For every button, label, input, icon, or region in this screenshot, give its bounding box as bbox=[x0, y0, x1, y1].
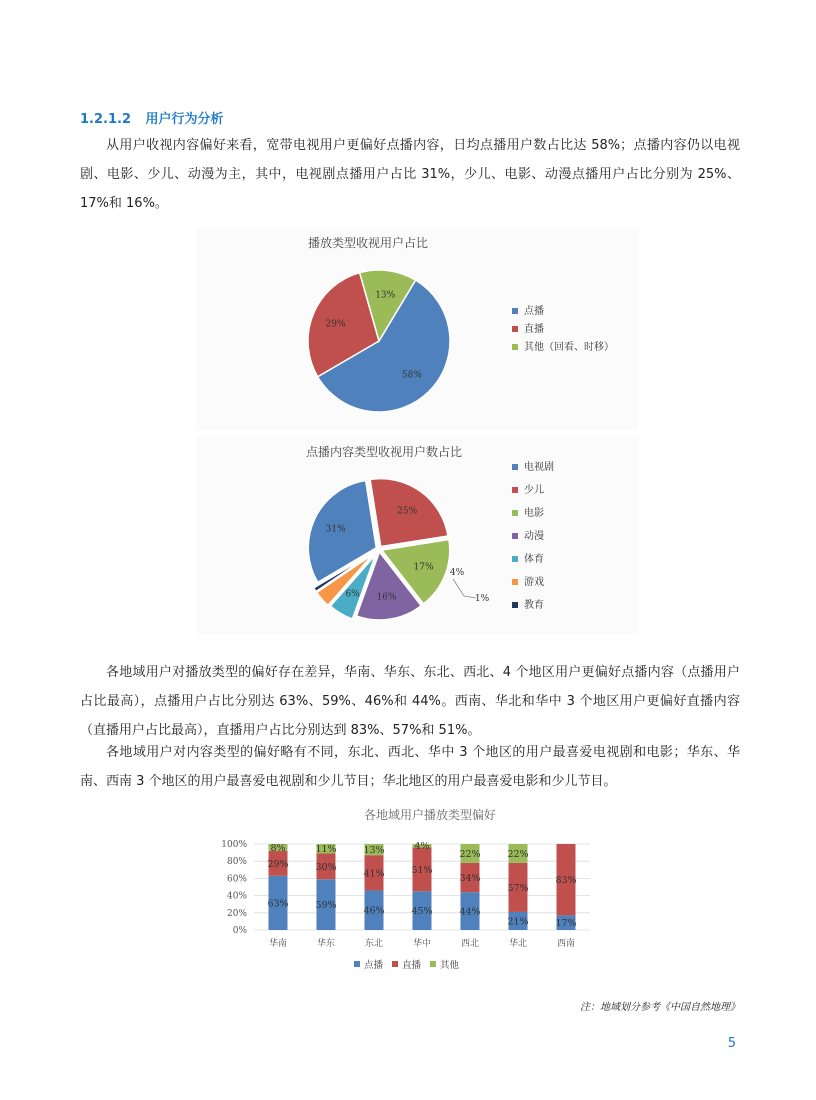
section-number: 1.2.1.2 bbox=[80, 112, 131, 127]
data-label-4: 16% bbox=[376, 592, 397, 603]
data-label-7: 1% bbox=[474, 594, 490, 604]
bar-label-其他-华南: 8% bbox=[270, 842, 286, 854]
y-tick-label-0: 0% bbox=[232, 926, 247, 936]
paragraph-1: 从用户收视内容偏好来看，宽带电视用户更偏好点播内容，日均点播用户数占比达 58%；点播内容仍以电视剧、电影、少儿、动漫为主，其中，电视剧点播用户占比 31%，少儿、电影、动漫点播用户占比分别为 25%、17%和 16%。 bbox=[80, 138, 740, 211]
x-tick-label-1: 华南 bbox=[268, 939, 288, 949]
x-tick-label-4: 华中 bbox=[412, 939, 432, 949]
legend-swatch-1 bbox=[512, 464, 518, 470]
chart-title: 各地域用户播放类型偏好 bbox=[363, 808, 497, 822]
paragraph-3: 各地域用户对内容类型的偏好略有不同，东北、西北、华中 3 个地区的用户最喜爱电视剧和电影；华东、华南、西南 3 个地区的用户最喜爱电视剧和少儿节目；华北地区的用户最喜爱电影和少儿节目。 bbox=[80, 745, 740, 789]
bar-label-点播-华北: 21% bbox=[507, 916, 529, 928]
pie-chart-vod-content bbox=[196, 436, 638, 634]
legend-swatch-2 bbox=[512, 326, 518, 332]
data-label-3: 13% bbox=[375, 290, 396, 301]
y-tick-label-2: 40% bbox=[226, 891, 247, 902]
bar-label-直播-西北: 34% bbox=[459, 873, 481, 885]
section-title: 用户行为分析 bbox=[145, 112, 224, 127]
bar-label-点播-西南: 17% bbox=[555, 918, 577, 930]
data-label-1: 31% bbox=[325, 524, 346, 535]
section-heading bbox=[80, 108, 224, 127]
legend-label-其他: 其他 bbox=[440, 960, 460, 971]
bar-label-其他-东北: 13% bbox=[363, 845, 385, 857]
legend-label-6: 游戏 bbox=[524, 577, 544, 588]
bar-label-直播-华南: 29% bbox=[267, 858, 289, 870]
leader-line-7 bbox=[453, 579, 476, 598]
legend-label-1: 电视剧 bbox=[524, 462, 554, 473]
legend-label-1: 点播 bbox=[524, 306, 544, 317]
bar-label-其他-华北: 22% bbox=[507, 848, 529, 860]
pie-chart-playback-type bbox=[196, 228, 638, 430]
bar-label-点播-华南: 63% bbox=[267, 898, 289, 910]
y-tick-label-4: 80% bbox=[226, 857, 247, 868]
page-number: 5 bbox=[727, 1036, 736, 1051]
stacked-bar-chart-region bbox=[196, 796, 616, 982]
legend-swatch-3 bbox=[512, 510, 518, 516]
footnote: 注：地域划分参考《中国自然地理》 bbox=[580, 1002, 740, 1013]
legend-label-2: 少儿 bbox=[524, 485, 544, 496]
data-label-3: 17% bbox=[413, 562, 434, 573]
chart-title: 点播内容类型收视用户数占比 bbox=[305, 445, 463, 459]
data-label-2: 29% bbox=[325, 319, 346, 330]
paragraph-2: 各地域用户对播放类型的偏好存在差异，华南、华东、东北、西北、4 个地区用户更偏好点播内容（点播用户占比最高），点播用户占比分别达 63%、59%、46%和 44%。西南、华北和华中 3 个地区用户更偏好直播内容（直播用户占比最高），直播用户占比分别达到 83%、57%和 51%。 bbox=[80, 665, 740, 738]
legend-label-4: 动漫 bbox=[524, 531, 544, 542]
bar-label-直播-华中: 51% bbox=[411, 864, 433, 876]
data-label-1: 58% bbox=[401, 370, 422, 381]
legend-swatch-点播 bbox=[354, 961, 360, 967]
x-tick-label-7: 西南 bbox=[556, 939, 576, 949]
x-tick-label-6: 华北 bbox=[508, 939, 528, 949]
legend-label-3: 电影 bbox=[524, 508, 544, 519]
x-tick-label-2: 华东 bbox=[316, 939, 336, 949]
legend-swatch-1 bbox=[512, 308, 518, 314]
chart-title: 播放类型收视用户占比 bbox=[307, 236, 429, 250]
legend-label-7: 教育 bbox=[524, 600, 544, 611]
bar-label-其他-华中: 4% bbox=[414, 841, 430, 853]
bar-label-点播-华东: 59% bbox=[315, 900, 337, 912]
bar-label-直播-西南: 83% bbox=[555, 875, 577, 887]
bar-label-直播-东北: 41% bbox=[363, 868, 385, 880]
data-label-6: 4% bbox=[449, 568, 465, 578]
legend-label-点播: 点播 bbox=[364, 960, 384, 971]
x-tick-label-5: 西北 bbox=[460, 939, 480, 949]
bar-label-点播-西北: 44% bbox=[459, 906, 481, 918]
data-label-2: 25% bbox=[397, 506, 418, 517]
legend-label-5: 体育 bbox=[524, 554, 544, 565]
bar-label-点播-华中: 45% bbox=[411, 906, 433, 918]
y-tick-label-3: 60% bbox=[226, 874, 247, 885]
legend-swatch-7 bbox=[512, 602, 518, 608]
legend-label-3: 其他（回看、时移） bbox=[524, 342, 614, 353]
legend-swatch-2 bbox=[512, 487, 518, 493]
legend-swatch-其他 bbox=[430, 961, 436, 967]
bar-label-点播-东北: 46% bbox=[363, 905, 385, 917]
legend-label-2: 直播 bbox=[524, 324, 544, 335]
y-tick-label-5: 100% bbox=[221, 840, 247, 850]
bar-label-直播-华北: 57% bbox=[507, 882, 529, 894]
legend-swatch-4 bbox=[512, 533, 518, 539]
x-tick-label-3: 东北 bbox=[364, 939, 384, 949]
legend-label-直播: 直播 bbox=[402, 960, 422, 971]
y-tick-label-1: 20% bbox=[226, 908, 247, 919]
legend-swatch-5 bbox=[512, 556, 518, 562]
legend-swatch-6 bbox=[512, 579, 518, 585]
data-label-5: 6% bbox=[345, 589, 360, 600]
bar-label-其他-西北: 22% bbox=[459, 848, 481, 860]
legend-swatch-直播 bbox=[392, 961, 398, 967]
bar-label-其他-华东: 11% bbox=[315, 844, 337, 856]
legend-swatch-3 bbox=[512, 344, 518, 350]
bar-label-直播-华东: 30% bbox=[315, 861, 337, 873]
